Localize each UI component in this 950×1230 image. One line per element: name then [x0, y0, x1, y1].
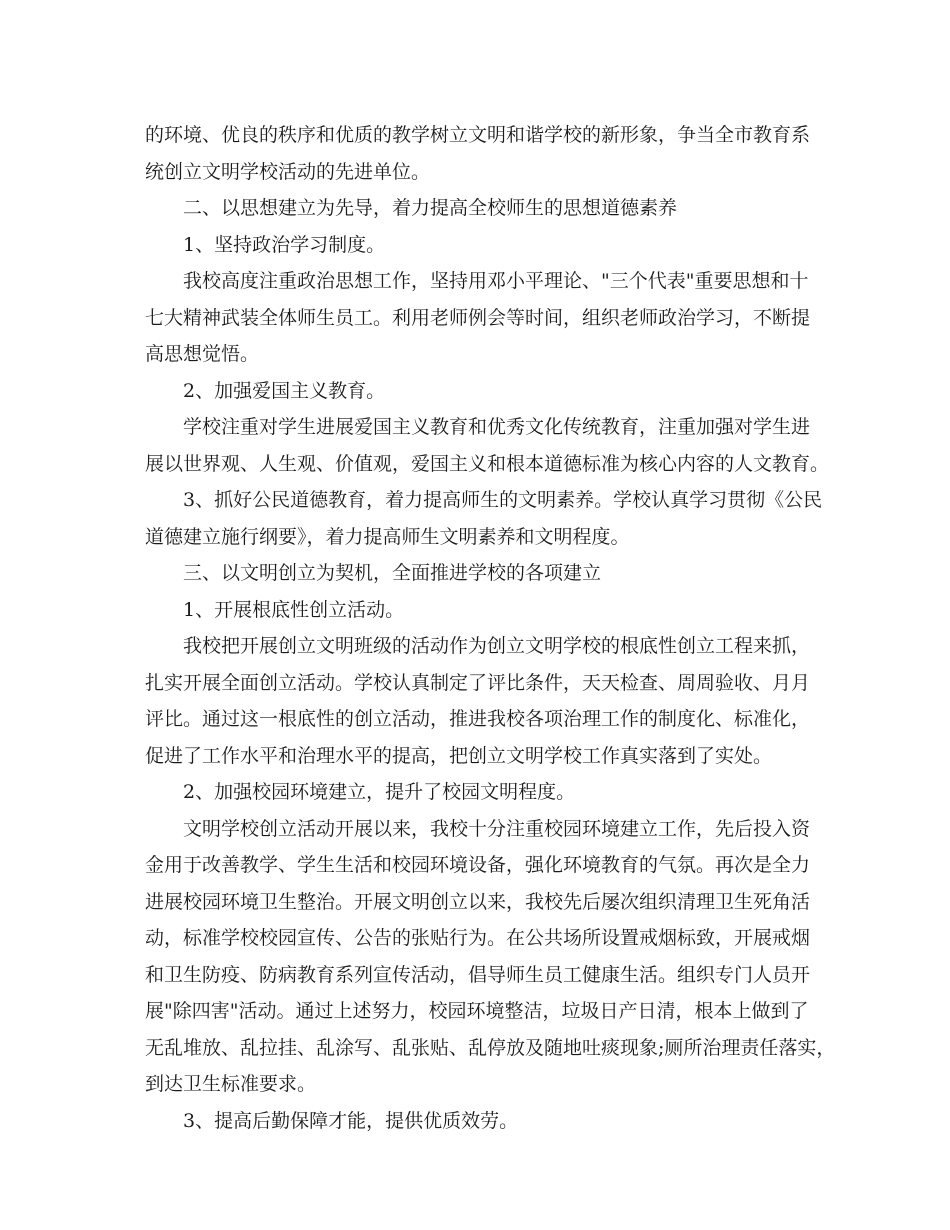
- document-body: [145, 117, 836, 1139]
- section-heading: 三、以文明创立为契机，全面推进学校的各项建立: [183, 562, 602, 584]
- text-line: 无乱堆放、乱拉挂、乱涂写、乱张贴、乱停放及随地吐痰现象;厕所治理责任落实，: [145, 1036, 836, 1059]
- subsection-heading: 3、抓好公民道德教育，着力提高师生的文明素养。学校认真学习贯彻《公民: [183, 489, 823, 511]
- text-line: 展"除四害"活动。通过上述努力，校园环境整洁，垃圾日产日清，根本上做到了: [145, 1000, 809, 1022]
- text-line: 道德建立施行纲要》，着力提高师生文明素养和文明程度。: [145, 525, 630, 548]
- text-line: 进展校园环境卫生整治。开展文明创立以来，我校先后屡次组织清理卫生死角活: [145, 890, 811, 913]
- text-line: 的环境、优良的秩序和优质的教学树立文明和谐学校的新形象，争当全市教育系: [145, 124, 811, 146]
- text-line: 七大精神武装全体师生员工。利用老师例会等时间，组织老师政治学习，不断提: [145, 306, 811, 329]
- subsection-heading: 2、加强爱国主义教育。: [183, 379, 386, 402]
- text-line: 促进了工作水平和治理水平的提高，把创立文明学校工作真实落到了实处。: [145, 744, 773, 767]
- subsection-heading: 1、坚持政治学习制度。: [183, 233, 386, 256]
- subsection-heading: 3、提高后勤保障才能，提供优质效劳。: [183, 1109, 519, 1132]
- text-line: 学校注重对学生进展爱国主义教育和优秀文化传统教育，注重加强对学生进: [183, 416, 811, 438]
- text-line: 评比。通过这一根底性的创立活动，推进我校各项治理工作的制度化、标准化，: [145, 708, 811, 730]
- section-heading: 二、以思想建立为先导，着力提高全校师生的思想道德素养: [183, 197, 678, 219]
- text-line: 展以世界观、人生观、价值观，爱国主义和根本道德标准为核心内容的人文教育。: [145, 452, 830, 475]
- text-line: 高思想觉悟。: [145, 343, 260, 365]
- subsection-heading: 2、加强校园环境建立，提升了校园文明程度。: [183, 781, 576, 803]
- text-line: 文明学校创立活动开展以来，我校十分注重校园环境建立工作，先后投入资: [183, 817, 811, 840]
- text-line: 金用于改善教学、学生生活和校园环境设备，强化环境教育的气氛。再次是全力: [145, 854, 811, 876]
- text-line: 和卫生防疫、防病教育系列宣传活动，倡导师生员工健康生活。组织专门人员开: [145, 963, 811, 986]
- text-line: 扎实开展全面创立活动。学校认真制定了评比条件，天天检查、周周验收、月月: [145, 671, 811, 694]
- text-line: 我校高度注重政治思想工作，坚持用邓小平理论、"三个代表"重要思想和十: [183, 270, 809, 292]
- text-line: 统创立文明学校活动的先进单位。: [145, 160, 431, 183]
- text-line: 我校把开展创立文明班级的活动作为创立文明学校的根底性创立工程来抓，: [183, 635, 811, 657]
- subsection-heading: 1、开展根底性创立活动。: [183, 598, 405, 621]
- text-line: 到达卫生标准要求。: [145, 1073, 317, 1095]
- text-line: 动，标准学校校园宣传、公告的张贴行为。在公共场所设置戒烟标致，开展戒烟: [145, 927, 811, 949]
